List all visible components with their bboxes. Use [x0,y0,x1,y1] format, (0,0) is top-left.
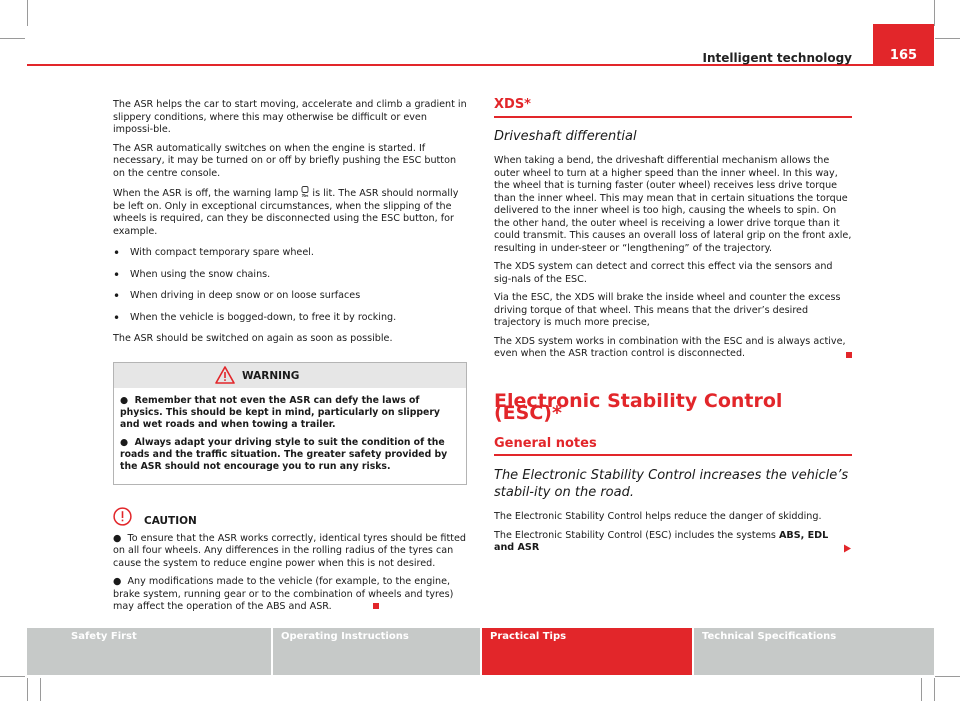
paragraph: The XDS system can detect and correct this effect via the sensors and sig-nals of the ESC. [494,261,833,285]
crop-mark [40,678,41,701]
caution-body [113,533,467,614]
list-item: ● Remember that not even the ASR can defy the laws of physics. This should be kept in mind, particularly on slippery and wet roads and when towing a trailer. [120,394,440,430]
continue-arrow-icon [843,544,852,553]
paragraph: The XDS system works in combination with the ESC and is always active, even when the ASR traction control is disconnected. [494,336,852,361]
caution-box [113,507,467,614]
paragraph: The Electronic Stability Control helps reduce the danger of skidding. [494,511,822,522]
bullet-icon: ● [113,576,128,587]
warning-header [114,363,466,388]
footer-tab-practical-tips[interactable]: Practical Tips [482,628,692,675]
paragraph: The ASR helps the car to start moving, accelerate and climb a gradient in slippery conditions, where this may otherwise be difficult or even impossi-ble. [113,99,467,135]
page-number: 165 [889,48,918,63]
xds-heading: XDS* [494,97,531,112]
bullet-icon: ● [120,436,135,448]
warning-body [114,388,466,484]
bullet-icon: • [113,310,121,325]
caution-title: CAUTION [144,514,197,527]
crop-mark [935,676,960,677]
bullet-icon: • [113,246,121,260]
section-title: Intelligent technology [702,51,852,65]
list-item: • When using the snow chains. [113,267,271,282]
paragraph [113,186,467,238]
left-column [113,99,467,620]
bullet-icon: ● [120,394,135,406]
crop-mark [934,0,935,26]
right-column [494,99,852,561]
crop-mark [921,678,922,701]
bullet-icon: • [113,289,121,303]
warning-box [113,362,467,485]
end-of-section-marker [373,603,379,609]
end-of-section-marker [846,352,852,358]
footer-tab-technical-specifications[interactable]: Technical Specifications [694,628,934,675]
paragraph: The Electronic Stability Control (ESC) includes the systems ABS, EDL and ASR [494,530,852,555]
esc-heading: Electronic Stability Control (ESC)* [494,389,783,424]
crop-mark [27,0,28,26]
warning-triangle-icon [215,366,235,384]
crop-mark [935,38,960,39]
heading-rule [494,116,852,118]
asr-warning-lamp-icon [301,186,309,197]
crop-mark [27,678,28,701]
list-item: ● Any modifications made to the vehicle (for example, to the engine, brake system, running gear or to the combination of wheels and tyres) may affect the operation of the ABS and ASR. [113,576,454,612]
bold-terms: ABS, EDL and ASR [494,529,829,553]
paragraph: The ASR should be switched on again as soon as possible. [113,333,393,344]
list-item: • When driving in deep snow or on loose surfaces [113,289,361,303]
xds-subtitle: Driveshaft differential [494,128,637,144]
esc-lead: The Electronic Stability Control increases the vehicle’s stabil-ity on the road. [494,468,849,500]
paragraph-text: When the ASR is off, the warning lamp [113,188,299,199]
footer-tab-safety-first[interactable]: Safety First [27,628,271,675]
crop-mark [0,676,25,677]
crop-mark [0,38,25,39]
caution-exclamation-icon [113,507,132,526]
footer-tab-operating-instructions[interactable]: Operating Instructions [273,628,480,675]
paragraph: The ASR automatically switches on when the engine is started. If necessary, it may be turned on or off by briefly pushing the ESC button on the centre console. [113,142,457,179]
crop-mark [934,678,935,701]
paragraph: When taking a bend, the driveshaft differential mechanism allows the outer wheel to turn at a higher speed than the inner wheel. In this way, the wheel that is turning faster (outer wheel) receives less drive torque than the inner wheel. This may mean that in certain situations the torque delivered to the inner wheel is too high, causing the wheels to spin. On the other hand, the outer wheel is receiving a lower drive torque than it could transmit. This causes an overall loss of lateral grip on the front axle, resulting in under-steer or “lengthening” of the trajectory. [494,155,852,254]
paragraph: Via the ESC, the XDS will brake the inside wheel and counter the excess driving torque of that wheel. This means that the driver’s desired trajectory is much more precise, [494,292,841,328]
bullet-icon: • [113,267,121,282]
general-notes-heading: General notes [494,435,597,451]
list-item: ● Always adapt your driving style to suit the condition of the roads and the traffic situation. The greater safety provided by the ASR should not encourage you to run any risks. [120,436,448,472]
heading-rule [494,454,852,456]
list-item: • When the vehicle is bogged-down, to free it by rocking. [113,310,397,325]
list-item: ● To ensure that the ASR works correctly, identical tyres should be fitted on all four wheels. Any differences in the rolling radius of the tyres can cause the system to reduce engine power when this is not desired. [113,532,466,569]
caution-header [113,507,467,527]
paragraph-text: is lit. The ASR should normally be left on. Only in exceptional circumstances, when the slipping of the wheels is required, can they be disconnected using the ESC button, for example. [113,188,459,237]
bullet-icon: ● [113,532,128,544]
warning-title: WARNING [242,369,300,382]
list-item: • With compact temporary spare wheel. [113,246,314,260]
